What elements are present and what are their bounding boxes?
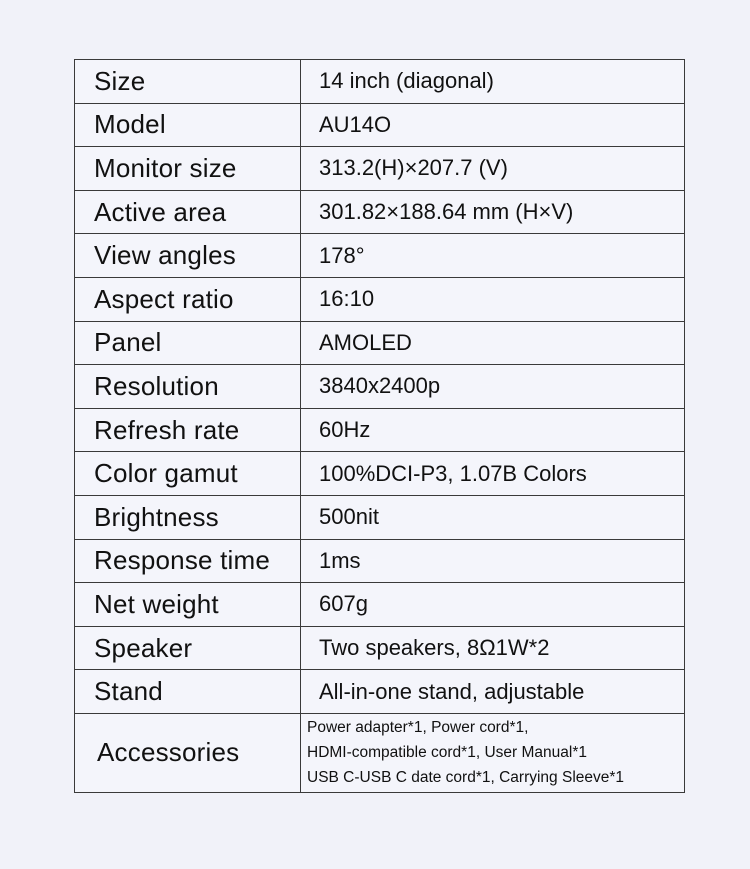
spec-label: Monitor size xyxy=(75,147,301,191)
spec-label: Color gamut xyxy=(75,452,301,496)
table-row-response-time xyxy=(75,539,685,583)
spec-value: 100%DCI-P3, 1.07B Colors xyxy=(301,452,685,496)
spec-value: 3840x2400p xyxy=(301,365,685,409)
table-row-resolution xyxy=(75,365,685,409)
table-row-model xyxy=(75,103,685,147)
spec-label: Size xyxy=(75,60,301,104)
spec-table xyxy=(74,59,685,793)
table-row-active-area xyxy=(75,190,685,234)
table-row-stand xyxy=(75,670,685,714)
spec-label: Refresh rate xyxy=(75,408,301,452)
table-row-refresh-rate xyxy=(75,408,685,452)
spec-value: All-in-one stand, adjustable xyxy=(301,670,685,714)
spec-value: 607g xyxy=(301,583,685,627)
spec-value: 14 inch (diagonal) xyxy=(301,60,685,104)
table-row-speaker xyxy=(75,626,685,670)
table-row-net-weight xyxy=(75,583,685,627)
spec-label: View angles xyxy=(75,234,301,278)
accessories-list xyxy=(301,713,685,792)
table-row-accessories xyxy=(75,713,685,792)
spec-label: Model xyxy=(75,103,301,147)
accessories-line: USB C-USB C date cord*1, Carrying Sleeve*1 xyxy=(307,769,625,787)
spec-table-body xyxy=(75,60,685,793)
spec-label: Resolution xyxy=(75,365,301,409)
table-row-aspect-ratio xyxy=(75,277,685,321)
spec-value: 500nit xyxy=(301,495,685,539)
table-row-panel xyxy=(75,321,685,365)
spec-value: 16:10 xyxy=(301,277,685,321)
spec-label: Aspect ratio xyxy=(75,277,301,321)
accessories-line: HDMI-compatible cord*1, User Manual*1 xyxy=(307,744,587,762)
spec-value: 301.82×188.64 mm (H×V) xyxy=(301,190,685,234)
spec-label: Response time xyxy=(75,539,301,583)
spec-value: AU14O xyxy=(301,103,685,147)
spec-label: Active area xyxy=(75,190,301,234)
spec-label: Net weight xyxy=(75,583,301,627)
spec-label: Accessories xyxy=(75,713,301,792)
spec-label: Speaker xyxy=(75,626,301,670)
accessories-line: Power adapter*1, Power cord*1, xyxy=(307,719,529,737)
table-row-brightness xyxy=(75,495,685,539)
spec-label: Stand xyxy=(75,670,301,714)
spec-value: 313.2(H)×207.7 (V) xyxy=(301,147,685,191)
spec-value: 178° xyxy=(301,234,685,278)
spec-label: Panel xyxy=(75,321,301,365)
table-row-monitor-size xyxy=(75,147,685,191)
spec-value: 60Hz xyxy=(301,408,685,452)
table-row-color-gamut xyxy=(75,452,685,496)
spec-value: AMOLED xyxy=(301,321,685,365)
table-row-size xyxy=(75,60,685,104)
table-row-view-angles xyxy=(75,234,685,278)
spec-label: Brightness xyxy=(75,495,301,539)
spec-value: 1ms xyxy=(301,539,685,583)
spec-value: Two speakers, 8Ω1W*2 xyxy=(301,626,685,670)
